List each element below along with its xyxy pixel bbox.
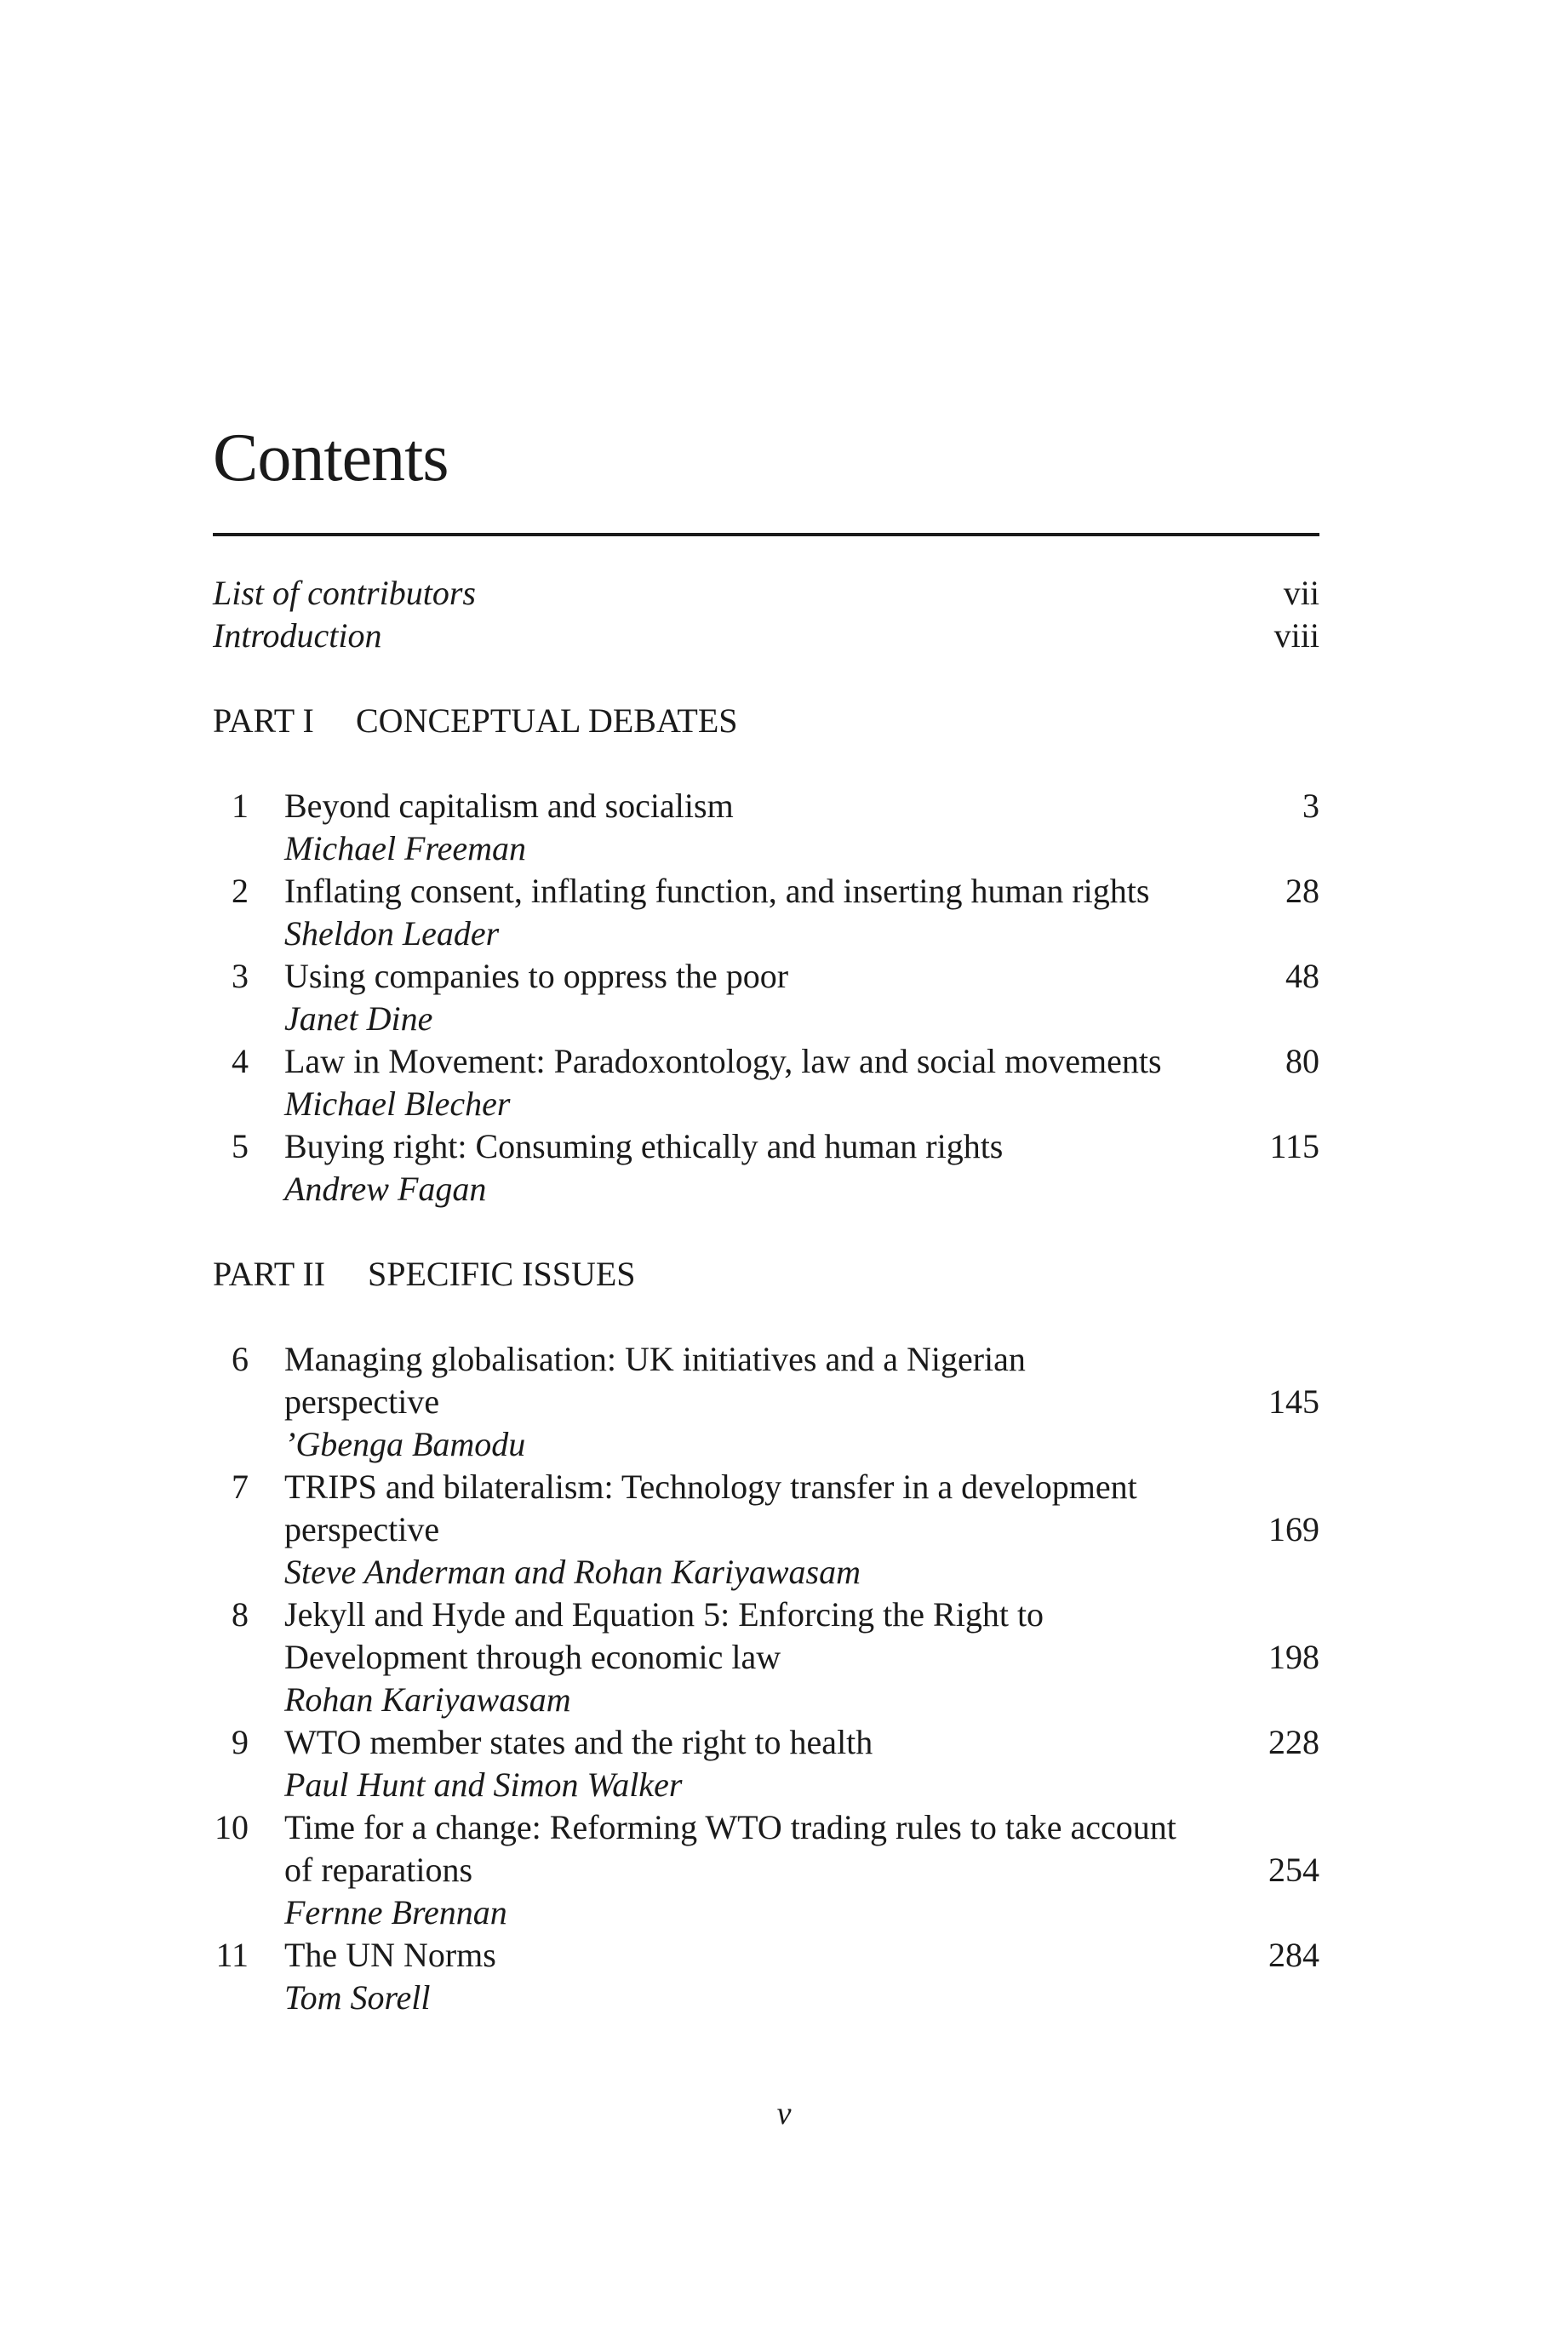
entry-page-number: vii	[1283, 574, 1319, 612]
entry-page-number: 115	[1269, 1127, 1319, 1165]
chapter-title: Buying right: Consuming ethically and human rights	[284, 1127, 1004, 1165]
entry-page-number: 254	[1268, 1851, 1319, 1889]
chapter-title-continuation[interactable]	[213, 1381, 1319, 1423]
part-heading	[213, 1253, 1319, 1296]
part-label: PART II	[213, 1255, 326, 1293]
part-title: CONCEPTUAL DEBATES	[356, 701, 738, 740]
entry-title: Introduction	[213, 616, 382, 655]
toc-entry-chapter-5[interactable]	[213, 1125, 1319, 1168]
chapter-author-line	[213, 998, 1319, 1040]
table-of-contents	[213, 572, 1319, 2019]
entry-page-number: 48	[1285, 957, 1319, 995]
chapter-title-continuation[interactable]	[213, 1508, 1319, 1551]
chapter-number: 8	[232, 1595, 249, 1634]
toc-entry-chapter-8[interactable]	[213, 1594, 1319, 1636]
entry-page-number: 198	[1268, 1638, 1319, 1676]
chapter-author: Sheldon Leader	[284, 914, 500, 953]
chapter-author: Andrew Fagan	[284, 1170, 487, 1208]
page-folio: v	[776, 2096, 792, 2132]
entry-page-number: 169	[1268, 1510, 1319, 1548]
toc-entry-chapter-2[interactable]	[213, 870, 1319, 913]
chapter-title: Beyond capitalism and socialism	[284, 787, 734, 825]
chapter-author: Fernne Brennan	[284, 1893, 507, 1931]
chapter-number: 4	[232, 1042, 249, 1080]
chapter-number: 2	[232, 872, 249, 910]
spacer	[213, 1296, 1319, 1338]
entry-page-number: viii	[1273, 616, 1319, 655]
entry-page-number: 3	[1302, 787, 1319, 825]
chapter-number: 1	[232, 787, 249, 825]
chapter-author: ’Gbenga Bamodu	[284, 1425, 526, 1463]
chapter-number: 11	[215, 1936, 249, 1974]
spacer	[213, 657, 1319, 700]
chapter-number: 3	[232, 957, 249, 995]
chapter-title: Jekyll and Hyde and Equation 5: Enforcing the Right to	[284, 1595, 1044, 1634]
chapter-title: Law in Movement: Paradoxontology, law and social movements	[284, 1042, 1162, 1080]
chapter-title: Time for a change: Reforming WTO trading rules to take account	[284, 1808, 1176, 1846]
chapter-title: The UN Norms	[284, 1936, 496, 1974]
chapter-title: perspective	[284, 1510, 440, 1548]
chapter-number: 5	[232, 1127, 249, 1165]
chapter-author: Janet Dine	[284, 999, 433, 1038]
toc-entry-list-of-contributors[interactable]	[213, 572, 1319, 615]
chapter-title: Inflating consent, inflating function, and inserting human rights	[284, 872, 1150, 910]
entry-page-number: 80	[1285, 1042, 1319, 1080]
toc-entry-chapter-7[interactable]	[213, 1466, 1319, 1508]
chapter-author-line	[213, 1083, 1319, 1125]
toc-entry-introduction[interactable]	[213, 615, 1319, 657]
chapter-number: 6	[232, 1340, 249, 1378]
chapter-author: Paul Hunt and Simon Walker	[284, 1765, 683, 1804]
chapter-title: perspective	[284, 1382, 440, 1421]
toc-entry-chapter-10[interactable]	[213, 1806, 1319, 1849]
toc-entry-chapter-6[interactable]	[213, 1338, 1319, 1381]
chapter-author-line	[213, 1891, 1319, 1934]
chapter-author: Tom Sorell	[284, 1978, 431, 2017]
toc-entry-chapter-3[interactable]	[213, 955, 1319, 998]
title-rule	[213, 533, 1319, 536]
chapter-author-line	[213, 1679, 1319, 1721]
chapter-title: Managing globalisation: UK initiatives and a Nigerian	[284, 1340, 1026, 1378]
chapter-number: 7	[232, 1468, 249, 1506]
chapter-author-line	[213, 1168, 1319, 1210]
toc-entry-chapter-4[interactable]	[213, 1040, 1319, 1083]
chapter-author-line	[213, 913, 1319, 955]
entry-page-number: 228	[1268, 1723, 1319, 1761]
chapter-number: 10	[215, 1808, 249, 1846]
page-title: Contents	[213, 421, 449, 495]
part-title: SPECIFIC ISSUES	[368, 1255, 636, 1293]
chapter-number: 9	[232, 1723, 249, 1761]
toc-entry-chapter-1[interactable]	[213, 785, 1319, 827]
chapter-author-line	[213, 1977, 1319, 2019]
chapter-author-line	[213, 1423, 1319, 1466]
toc-entry-chapter-9[interactable]	[213, 1721, 1319, 1764]
chapter-author: Steve Anderman and Rohan Kariyawasam	[284, 1553, 861, 1591]
chapter-title: TRIPS and bilateralism: Technology transfer in a development	[284, 1468, 1137, 1506]
chapter-title: Using companies to oppress the poor	[284, 957, 789, 995]
chapter-author: Michael Blecher	[284, 1084, 511, 1123]
spacer	[213, 1210, 1319, 1253]
chapter-title-continuation[interactable]	[213, 1849, 1319, 1891]
part-heading	[213, 700, 1319, 742]
entry-page-number: 284	[1268, 1936, 1319, 1974]
chapter-author: Michael Freeman	[284, 829, 526, 867]
toc-entry-chapter-11[interactable]	[213, 1934, 1319, 1977]
chapter-author: Rohan Kariyawasam	[284, 1680, 571, 1719]
entry-page-number: 28	[1285, 872, 1319, 910]
entry-page-number: 145	[1268, 1382, 1319, 1421]
chapter-author-line	[213, 1551, 1319, 1594]
part-label: PART I	[213, 701, 314, 740]
chapter-author-line	[213, 1764, 1319, 1806]
chapter-title-continuation[interactable]	[213, 1636, 1319, 1679]
chapter-author-line	[213, 827, 1319, 870]
chapter-title: Development through economic law	[284, 1638, 781, 1676]
chapter-title: WTO member states and the right to health	[284, 1723, 873, 1761]
entry-title: List of contributors	[213, 574, 476, 612]
chapter-title: of reparations	[284, 1851, 473, 1889]
spacer	[213, 742, 1319, 785]
